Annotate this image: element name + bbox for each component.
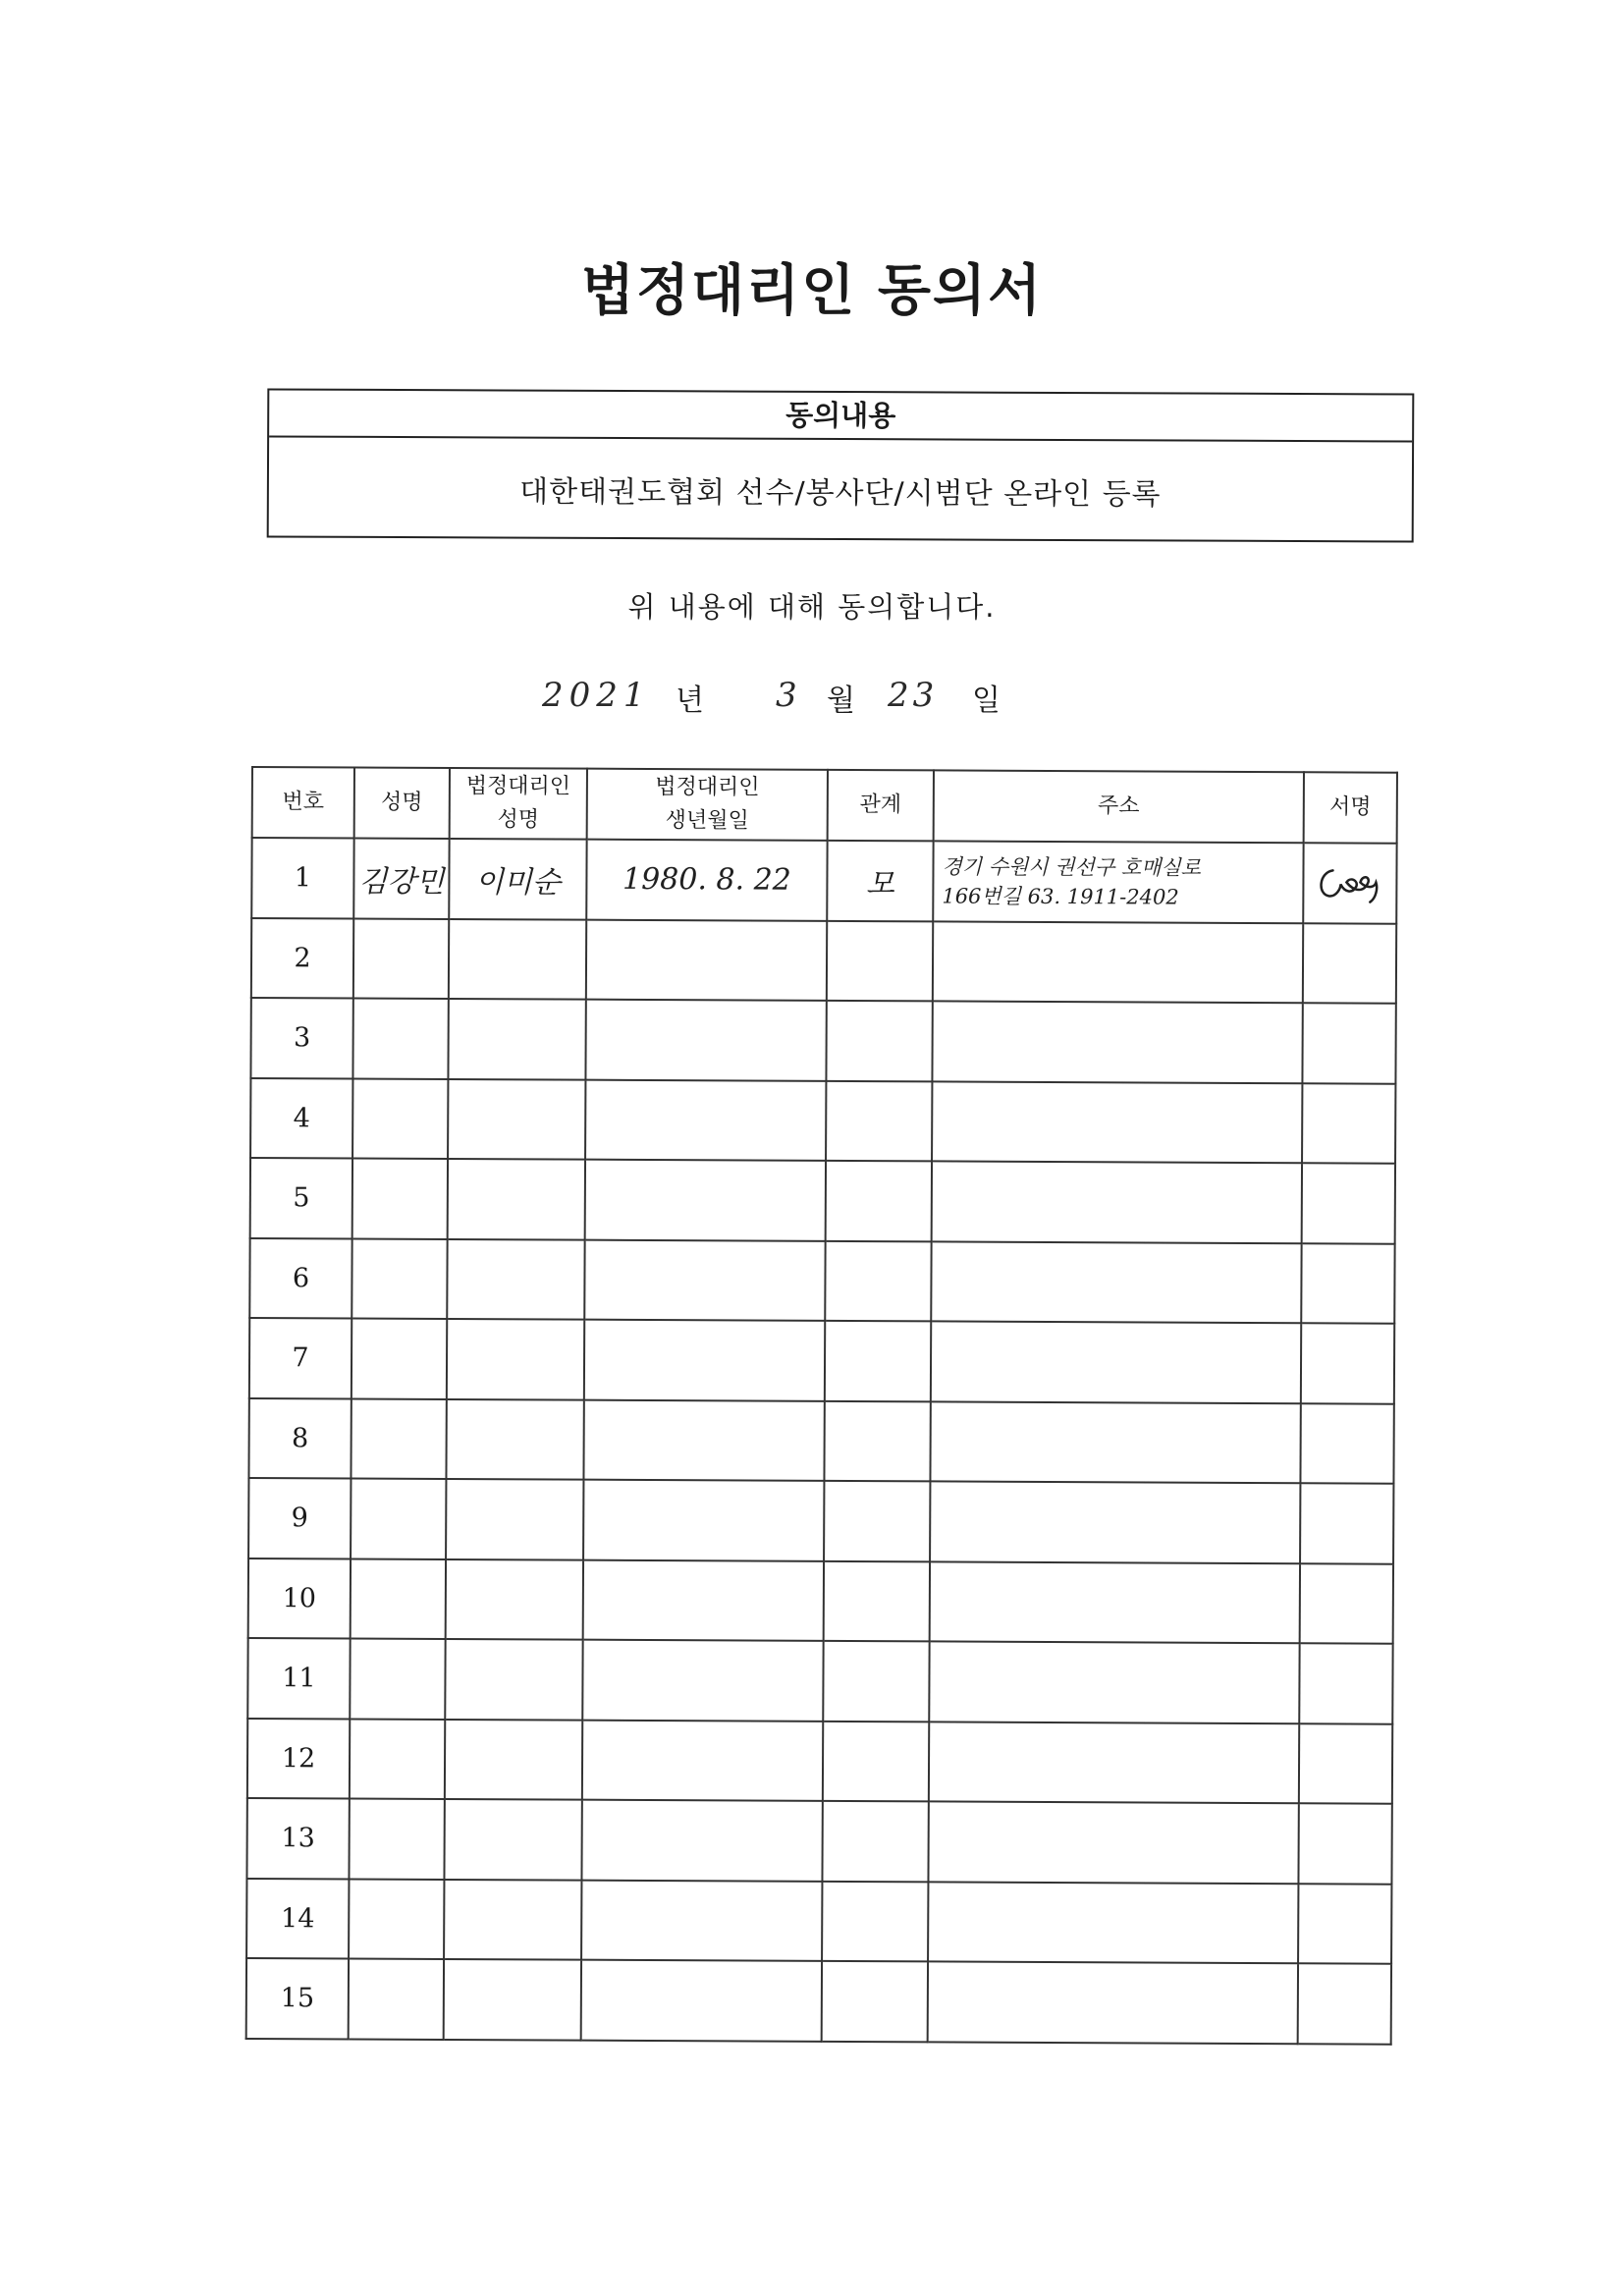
cell-address (929, 1722, 1299, 1803)
cell-guardian-name (444, 1959, 581, 2040)
cell-address-line1 (942, 961, 1302, 963)
cell-guardian-name (445, 1639, 582, 1720)
cell-address-line2 (937, 1922, 1297, 1924)
cell-address-line2 (939, 1521, 1299, 1523)
cell-guardian-birth (583, 1559, 824, 1641)
date-day: 23 (888, 676, 939, 715)
cell-address (932, 1081, 1302, 1163)
cell-relation (826, 1001, 932, 1081)
cell-address (929, 1641, 1299, 1722)
cell-guardian-birth (581, 1880, 822, 1961)
cell-guardian-name (449, 918, 586, 999)
cell-address (928, 1882, 1298, 1963)
cell-relation (824, 1481, 930, 1561)
table-row (246, 1798, 1391, 1884)
cell-guardian-birth (581, 1960, 822, 2042)
date-line (530, 668, 1119, 727)
cell-relation (826, 1161, 932, 1241)
cell-name (352, 999, 448, 1079)
cell-address-line1 (941, 1121, 1301, 1123)
cell-no: 12 (247, 1718, 350, 1798)
cell-relation (826, 1080, 932, 1161)
cell-relation (822, 1961, 928, 2042)
cell-name (351, 1398, 446, 1479)
cell-signature (1301, 1243, 1394, 1324)
cell-signature (1299, 1643, 1392, 1723)
cell-address-line1 (939, 1602, 1299, 1604)
cell-address (931, 1321, 1301, 1402)
cell-signature (1300, 1563, 1393, 1644)
cell-no: 5 (250, 1158, 352, 1238)
cell-address-line2 (937, 2001, 1297, 2003)
cell-address-line2 (942, 1041, 1302, 1043)
cell-guardian-birth (582, 1640, 823, 1722)
table-header-row (252, 767, 1397, 844)
date-month-label: 월 (827, 683, 855, 718)
cell-signature (1303, 923, 1396, 1004)
cell-address-line2 (942, 961, 1302, 963)
cell-guardian-name (445, 1719, 582, 1799)
cell-signature (1298, 1963, 1391, 2044)
cell-name (351, 1479, 446, 1559)
cell-no: 1 (251, 838, 353, 918)
cell-address-line2 (940, 1282, 1300, 1284)
cell-guardian-birth (583, 1399, 824, 1481)
cell-guardian-birth (585, 1079, 826, 1161)
cell-relation (825, 1321, 931, 1401)
cell-name (352, 1238, 447, 1319)
cell-name (349, 1879, 444, 1959)
cell-name (349, 1799, 444, 1880)
cell-signature (1298, 1803, 1391, 1884)
header-guardian-birth (587, 769, 828, 841)
cell-address-line1 (939, 1521, 1299, 1523)
table-row (247, 1638, 1392, 1723)
date-year-label: 년 (676, 683, 704, 718)
table-row (248, 1558, 1393, 1643)
cell-relation (822, 1801, 928, 1882)
cell-address-line1 (940, 1361, 1300, 1363)
table-row (247, 1718, 1392, 1803)
document-title: 법정대리인 동의서 (580, 259, 1044, 323)
cell-address (928, 1801, 1298, 1883)
cell-guardian-birth (586, 919, 827, 1001)
cell-address-line1: 경기 수원시 권선구 호매실로 (942, 854, 1202, 880)
cell-address (928, 1961, 1298, 2043)
cell-address (932, 1161, 1302, 1242)
cell-no: 7 (249, 1318, 352, 1398)
header-guardian-birth-line1: 법정대리인 (655, 775, 760, 800)
cell-no: 6 (249, 1237, 352, 1318)
table-row (246, 1878, 1391, 1963)
cell-relation: 모 (827, 841, 933, 921)
cell-address (933, 921, 1303, 1003)
cell-address-line1 (937, 1922, 1297, 1924)
date-year: 2021 (542, 676, 651, 715)
cell-relation (825, 1240, 931, 1321)
cell-guardian-name (448, 1159, 585, 1239)
consent-header: 동의내용 (269, 390, 1412, 442)
date-month: 3 (776, 676, 797, 715)
cell-name (350, 1639, 445, 1720)
cell-relation (824, 1400, 930, 1481)
cell-guardian-name (446, 1558, 583, 1639)
cell-signature (1302, 1083, 1395, 1164)
cell-signature (1302, 1003, 1395, 1083)
cell-name (353, 918, 449, 999)
cell-address-line2 (940, 1361, 1300, 1363)
header-no: 번호 (252, 767, 354, 839)
cell-guardian-birth (585, 1160, 826, 1241)
header-guardian-name-line2: 성명 (497, 807, 540, 833)
cell-address (930, 1561, 1300, 1643)
cell-address-line1 (941, 1201, 1301, 1203)
cell-address (930, 1481, 1300, 1562)
table-row (250, 1158, 1395, 1243)
cell-guardian-name (448, 1078, 585, 1159)
cell-no: 13 (246, 1798, 349, 1879)
table-row (249, 1237, 1394, 1323)
cell-guardian-name: 이미순 (449, 839, 586, 919)
cell-no: 9 (248, 1478, 351, 1558)
cell-no: 2 (251, 918, 353, 999)
cell-no: 11 (247, 1638, 350, 1719)
cell-guardian-name (444, 1799, 581, 1880)
cell-signature (1301, 1323, 1394, 1403)
cell-name (352, 1078, 448, 1159)
header-name: 성명 (354, 768, 450, 839)
cell-guardian-birth (582, 1720, 823, 1801)
cell-no: 3 (250, 998, 352, 1078)
cell-address-line1 (942, 1041, 1302, 1043)
cell-signature (1300, 1483, 1393, 1563)
cell-signature (1303, 843, 1396, 923)
header-guardian-birth-line2: 생년월일 (665, 808, 749, 834)
table-row (246, 1958, 1391, 2044)
cell-guardian-name (447, 1238, 584, 1319)
signature-mark (1311, 858, 1389, 907)
cell-address-line2 (941, 1121, 1301, 1123)
cell-no: 8 (248, 1397, 351, 1478)
cell-address (933, 841, 1303, 922)
header-signature: 서명 (1304, 772, 1397, 843)
cell-guardian-name (446, 1398, 583, 1479)
table-row (251, 838, 1396, 923)
cell-name (351, 1558, 446, 1639)
cell-address-line1 (938, 1762, 1298, 1764)
cell-name (352, 1319, 447, 1399)
cell-name (350, 1719, 445, 1799)
cell-address (930, 1401, 1300, 1483)
cell-signature (1302, 1163, 1395, 1243)
header-guardian-name-line1: 법정대리인 (465, 774, 571, 799)
header-guardian-name (450, 768, 587, 840)
table-row (249, 1318, 1394, 1403)
cell-address-line1 (937, 2001, 1297, 2003)
cell-relation (827, 920, 933, 1001)
cell-guardian-birth (584, 1320, 825, 1401)
cell-address-line1 (938, 1681, 1298, 1683)
cell-address-line2: 166번길 63. 1911-2402 (942, 884, 1179, 909)
cell-relation (824, 1560, 930, 1641)
cell-no: 10 (248, 1558, 351, 1638)
cell-address (931, 1241, 1301, 1323)
cell-address-line2 (938, 1681, 1298, 1683)
cell-address-line2 (941, 1201, 1301, 1203)
cell-name: 김강민 (353, 839, 449, 919)
agree-statement: 위 내용에 대해 동의합니다. (627, 590, 997, 624)
table-row (250, 1078, 1395, 1164)
cell-relation (823, 1641, 929, 1722)
cell-guardian-name (444, 1879, 581, 1959)
cell-signature (1300, 1403, 1393, 1484)
cell-no: 15 (246, 1958, 349, 2039)
header-relation: 관계 (828, 770, 934, 842)
consent-box (267, 388, 1415, 542)
cell-signature (1299, 1723, 1392, 1804)
header-address: 주소 (934, 770, 1304, 843)
cell-address-line2 (938, 1762, 1298, 1764)
cell-address-line2 (938, 1841, 1298, 1843)
cell-no: 14 (246, 1878, 349, 1958)
cell-signature (1298, 1884, 1391, 1964)
cell-name (349, 1958, 444, 2039)
cell-address-line1 (940, 1442, 1300, 1444)
cell-guardian-name (448, 999, 585, 1079)
cell-no: 4 (250, 1078, 352, 1159)
table-row (251, 918, 1396, 1004)
cell-address-line2 (940, 1442, 1300, 1444)
cell-guardian-birth (584, 1239, 825, 1321)
cell-address-line1 (940, 1282, 1300, 1284)
cell-name (352, 1159, 448, 1239)
table-row (248, 1397, 1393, 1483)
cell-relation (823, 1721, 929, 1801)
table-row (250, 998, 1395, 1083)
consent-body: 대한태권도협회 선수/봉사단/시범단 온라인 등록 (519, 474, 1162, 513)
table-row (248, 1478, 1393, 1563)
cell-guardian-birth: 1980. 8. 22 (586, 840, 827, 921)
cell-address (932, 1001, 1302, 1082)
cell-address-line2 (939, 1602, 1299, 1604)
cell-address-line1 (938, 1841, 1298, 1843)
date-day-label: 일 (972, 683, 1001, 718)
cell-guardian-name (446, 1479, 583, 1559)
cell-guardian-birth (585, 1000, 826, 1081)
cell-guardian-birth (581, 1800, 822, 1882)
guardian-table (245, 766, 1396, 2045)
cell-relation (822, 1881, 928, 1961)
cell-guardian-birth (583, 1480, 824, 1561)
cell-guardian-name (447, 1319, 584, 1399)
